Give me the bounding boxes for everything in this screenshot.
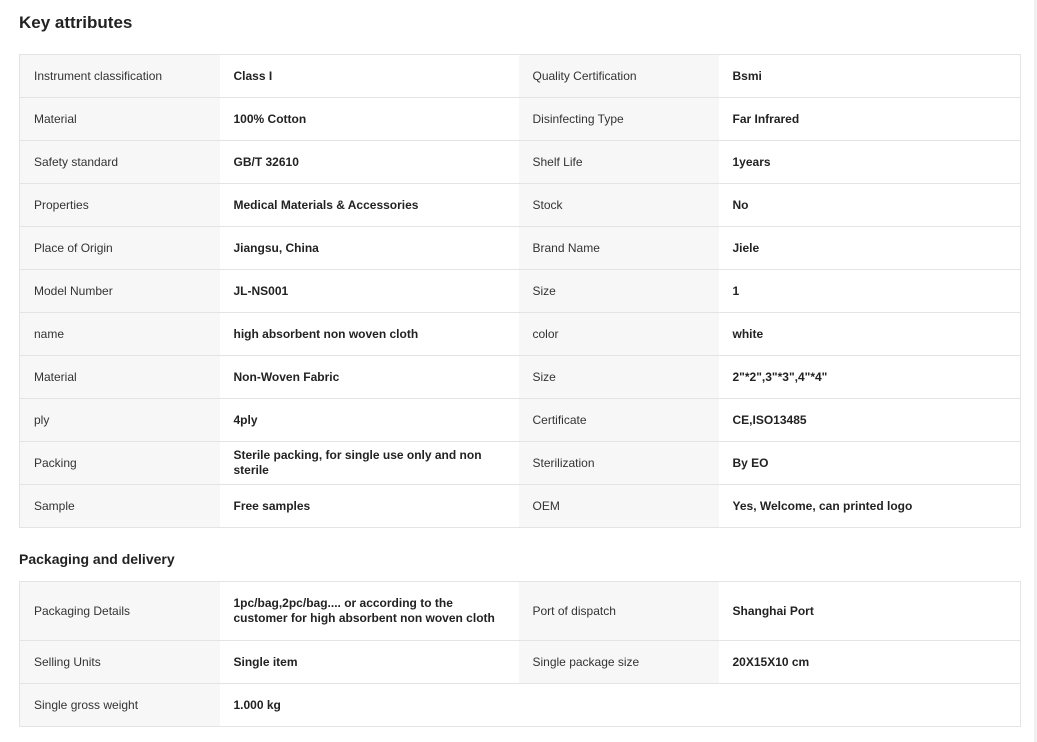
attribute-label: Quality Certification: [519, 55, 719, 98]
attribute-row: [20, 399, 1021, 442]
attribute-value: white: [719, 313, 1021, 356]
attribute-value: Far Infrared: [719, 98, 1021, 141]
packaging-row: [20, 684, 1021, 727]
key-attributes-table: [19, 54, 1021, 528]
attribute-row: [20, 485, 1021, 528]
packaging-value: Single item: [220, 641, 519, 684]
attribute-value: 1years: [719, 141, 1021, 184]
attribute-label: ply: [20, 399, 220, 442]
attribute-value: GB/T 32610: [220, 141, 519, 184]
attribute-label: Place of Origin: [20, 227, 220, 270]
attribute-value: 4ply: [220, 399, 519, 442]
attribute-row: [20, 442, 1021, 485]
attribute-row: [20, 313, 1021, 356]
attribute-label: Brand Name: [519, 227, 719, 270]
attribute-value: 100% Cotton: [220, 98, 519, 141]
packaging-label: Selling Units: [20, 641, 220, 684]
attribute-value: high absorbent non woven cloth: [220, 313, 519, 356]
packaging-row: [20, 582, 1021, 641]
attribute-value: Sterile packing, for single use only and non sterile: [220, 442, 519, 485]
packaging-value: 1pc/bag,2pc/bag.... or according to the customer for high absorbent non woven cloth: [220, 582, 519, 641]
attribute-value: Bsmi: [719, 55, 1021, 98]
attribute-value: No: [719, 184, 1021, 227]
attribute-label: Properties: [20, 184, 220, 227]
attribute-label: Certificate: [519, 399, 719, 442]
attribute-row: [20, 184, 1021, 227]
packaging-value: 20X15X10 cm: [719, 641, 1021, 684]
attribute-row: [20, 141, 1021, 184]
attribute-row: [20, 227, 1021, 270]
attribute-row: [20, 356, 1021, 399]
attribute-label: Material: [20, 356, 220, 399]
attribute-label: Stock: [519, 184, 719, 227]
attribute-value: Yes, Welcome, can printed logo: [719, 485, 1021, 528]
packaging-empty-cell: [719, 684, 1021, 727]
attribute-label: Safety standard: [20, 141, 220, 184]
packaging-value: Shanghai Port: [719, 582, 1021, 641]
packaging-row: [20, 641, 1021, 684]
attribute-label: OEM: [519, 485, 719, 528]
packaging-label: Single package size: [519, 641, 719, 684]
attribute-label: color: [519, 313, 719, 356]
attribute-row: [20, 98, 1021, 141]
attribute-value: 1: [719, 270, 1021, 313]
attribute-label: Packing: [20, 442, 220, 485]
attribute-label: Model Number: [20, 270, 220, 313]
packaging-delivery-table: [19, 581, 1021, 727]
packaging-delivery-title: Packaging and delivery: [19, 551, 175, 567]
attribute-value: JL-NS001: [220, 270, 519, 313]
attribute-value: Non-Woven Fabric: [220, 356, 519, 399]
attribute-row: [20, 55, 1021, 98]
attribute-value: By EO: [719, 442, 1021, 485]
attribute-value: CE,ISO13485: [719, 399, 1021, 442]
attribute-label: name: [20, 313, 220, 356]
packaging-value: 1.000 kg: [220, 684, 519, 727]
attribute-value: Jiele: [719, 227, 1021, 270]
packaging-empty-cell: [519, 684, 719, 727]
attribute-label: Sterilization: [519, 442, 719, 485]
packaging-label: Single gross weight: [20, 684, 220, 727]
attribute-label: Size: [519, 270, 719, 313]
attribute-label: Size: [519, 356, 719, 399]
attribute-value: 2"*2",3"*3",4"*4": [719, 356, 1021, 399]
attribute-value: Jiangsu, China: [220, 227, 519, 270]
packaging-label: Packaging Details: [20, 582, 220, 641]
attribute-label: Disinfecting Type: [519, 98, 719, 141]
attribute-label: Instrument classification: [20, 55, 220, 98]
attribute-row: [20, 270, 1021, 313]
attribute-label: Sample: [20, 485, 220, 528]
attribute-value: Free samples: [220, 485, 519, 528]
attribute-value: Class I: [220, 55, 519, 98]
packaging-label: Port of dispatch: [519, 582, 719, 641]
attribute-label: Material: [20, 98, 220, 141]
key-attributes-title: Key attributes: [19, 13, 133, 32]
attribute-value: Medical Materials & Accessories: [220, 184, 519, 227]
attribute-label: Shelf Life: [519, 141, 719, 184]
